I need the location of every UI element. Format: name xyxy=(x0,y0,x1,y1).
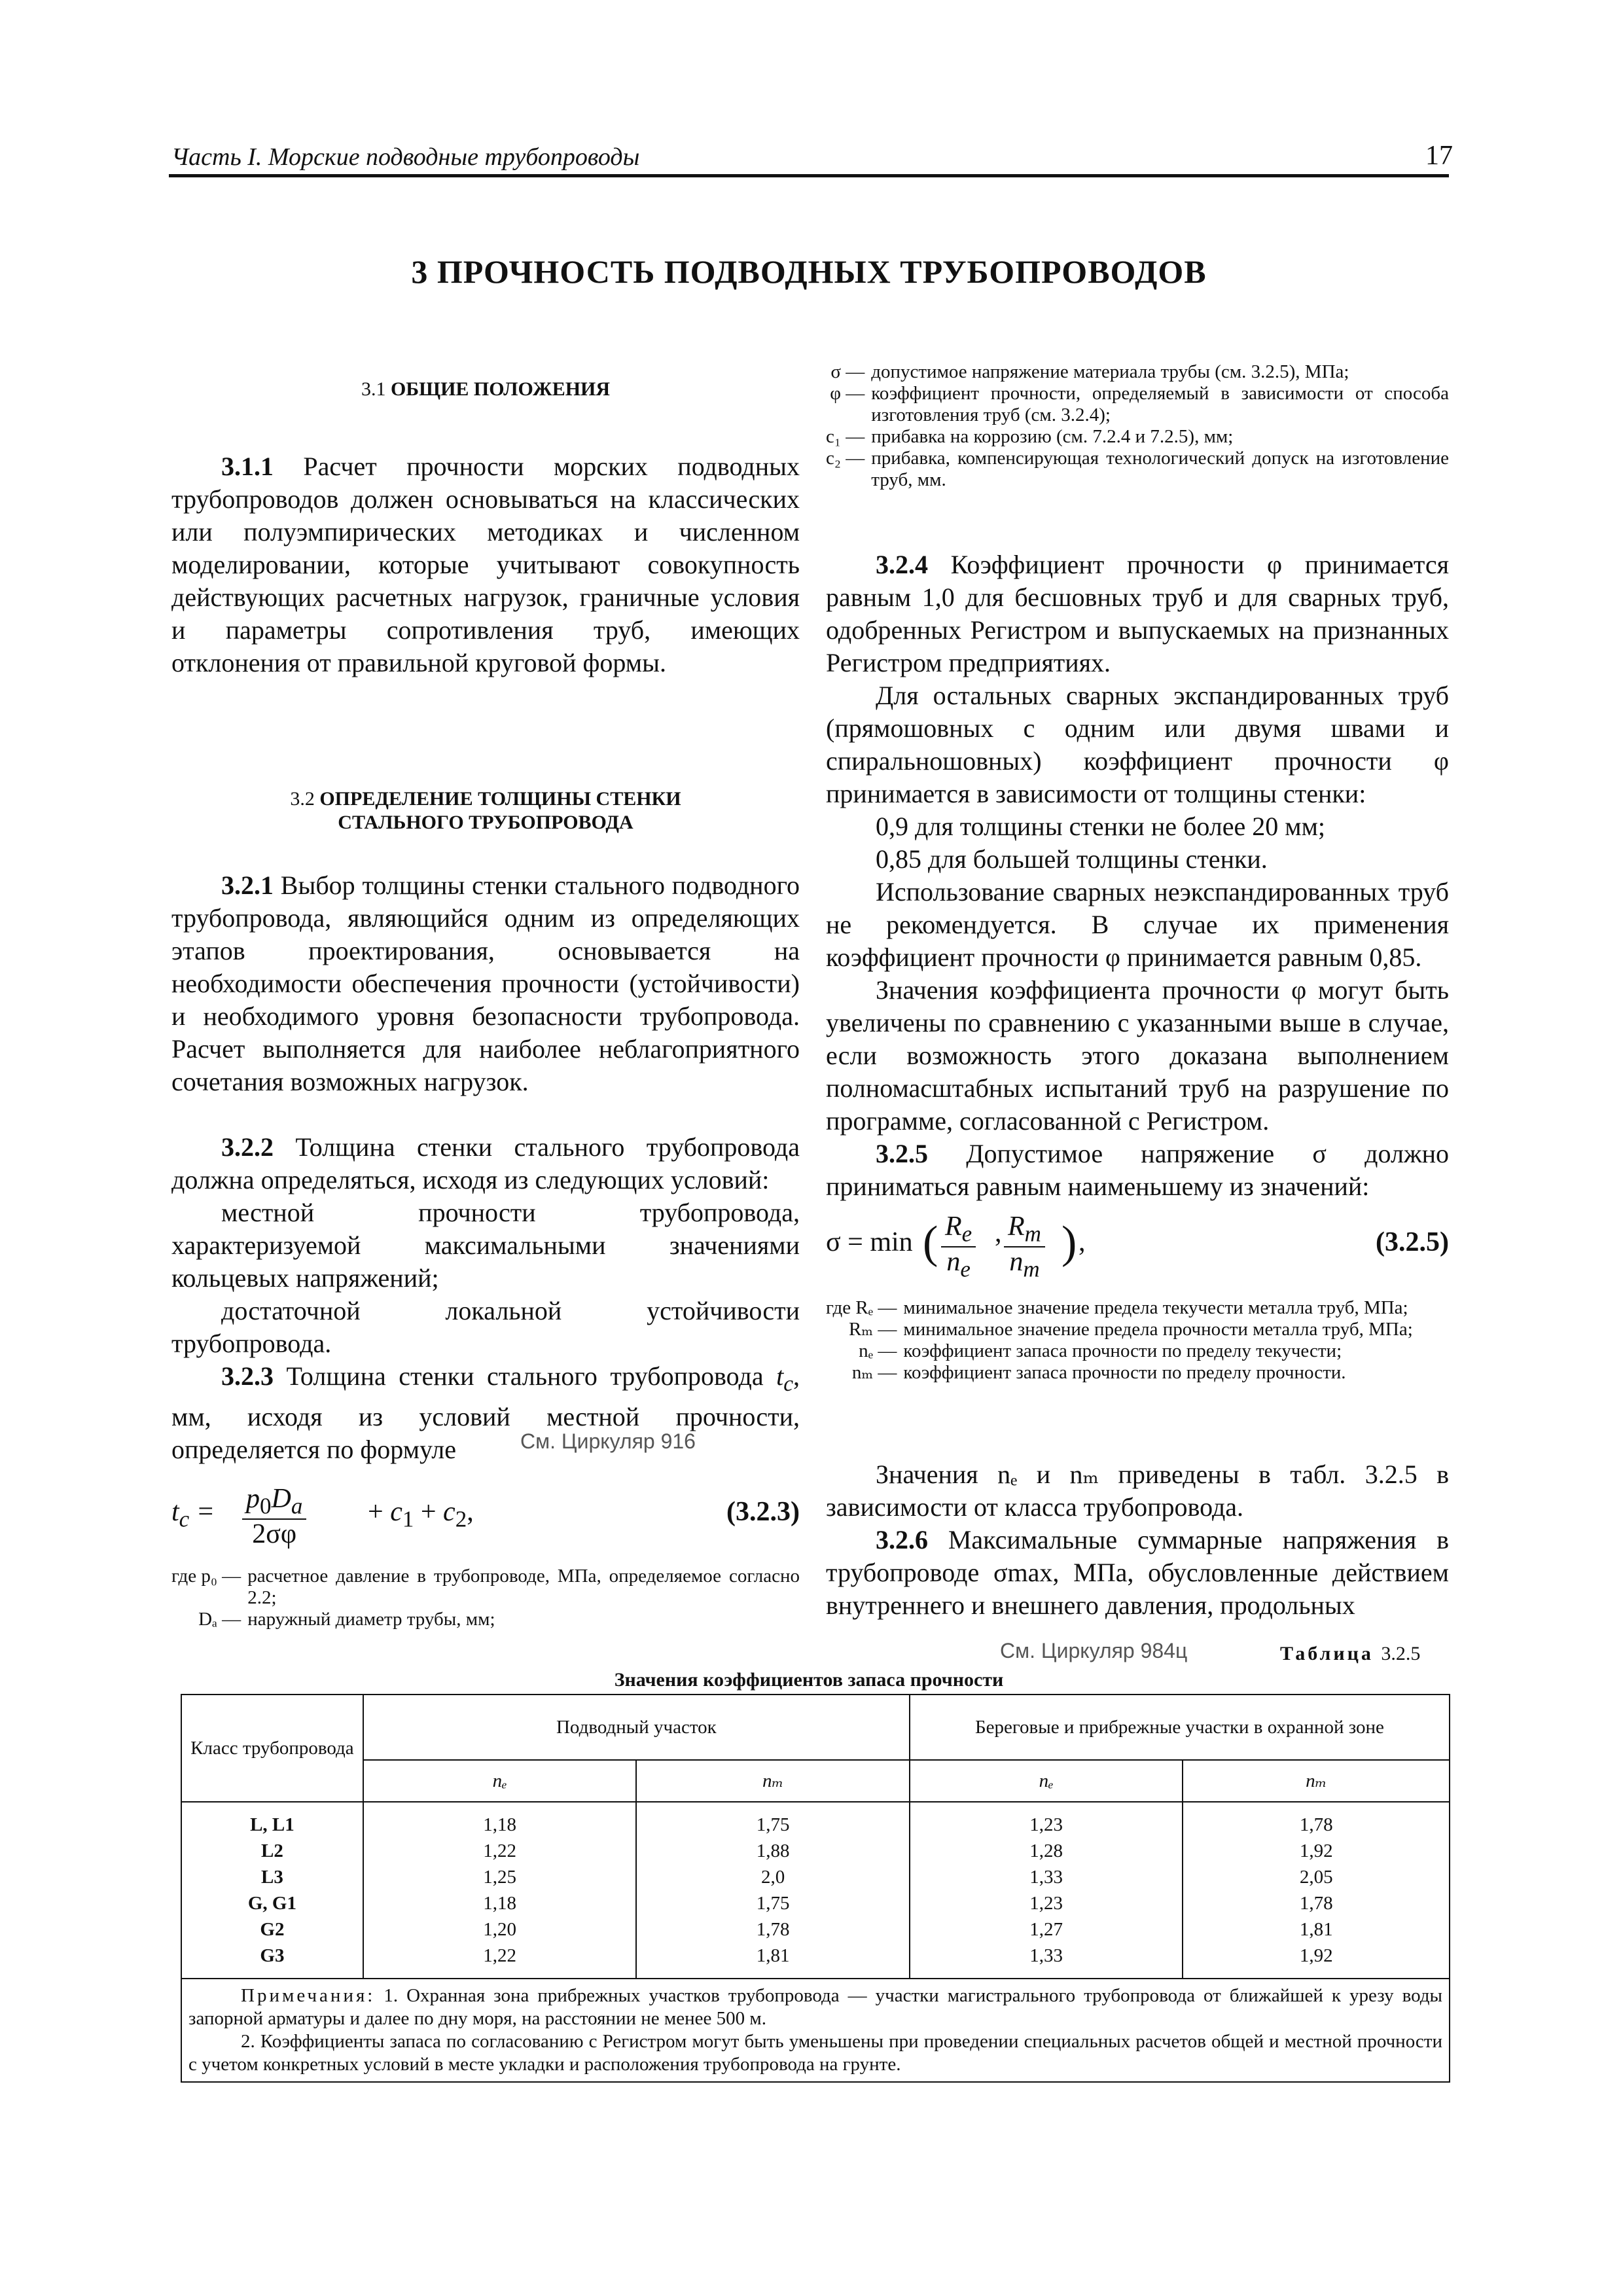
subsea-ne-column: 1,18 1,22 1,25 1,18 1,20 1,22 xyxy=(363,1802,637,1979)
chapter-title: 3 ПРОЧНОСТЬ ПОДВОДНЫХ ТРУБОПРОВОДОВ xyxy=(411,253,1207,290)
equation-number: (3.2.3) xyxy=(726,1497,800,1527)
paragraph-3-2-5: 3.2.5 Допустимое напряжение σ должно приниматься равным наименьшему из значений: xyxy=(826,1139,1449,1201)
table-label: Таблица 3.2.5 xyxy=(1280,1643,1421,1664)
note-1: 1. Охранная зона прибрежных участков трубопровода — участки магистрального трубопровода от ближайшей к урезу воды запорной арматуры и далее по дну моря, на расстоянии не менее 500 м. xyxy=(188,1985,1442,2029)
paragraph-3-2-4: 3.2.4 Коэффициент прочности φ принимается равным 1,0 для бесшовных труб и для сварных труб, одобренных Регистром и выпускаемых на признанных Регистром предприятиях. xyxy=(826,550,1449,677)
page-number: 17 xyxy=(1425,141,1453,171)
paragraph-number: 3.2.5 xyxy=(876,1139,928,1168)
header-rule xyxy=(169,174,1449,177)
paragraph-number: 3.1.1 xyxy=(221,452,274,481)
paragraph-number: 3.2.4 xyxy=(876,550,928,579)
header-nm: nₘ xyxy=(1183,1760,1450,1802)
paragraph-3-2-4-value-0-9: 0,9 для толщины стенки не более 20 мм; xyxy=(876,812,1326,841)
paragraph-number: 3.2.2 xyxy=(221,1132,274,1162)
section-3-2-heading: 3.2 ОПРЕДЕЛЕНИЕ ТОЛЩИНЫ СТЕНКИ СТАЛЬНОГО ТРУБОПРОВОДА xyxy=(290,788,681,833)
header-subsea-section: Подводный участок xyxy=(363,1695,910,1760)
shore-ne-column: 1,23 1,28 1,33 1,23 1,27 1,33 xyxy=(910,1802,1183,1979)
formula-3-2-5: σ = min ( $\frac{R_e}{n_e}$ , $\frac{R_m}{n_m}$ ) , (3.2.5) xyxy=(826,1211,1449,1282)
paragraph-3-1-1: 3.1.1 Расчет прочности морских подводных трубопроводов должен основываться на классических или полуэмпирических методиках и численном моделировании, которые учитывают совокупность действующих расчетных нагрузок, граничные условия и параметры сопротивления труб, имеющих отклонения от правильной круговой формы. xyxy=(171,452,800,677)
safety-factor-table xyxy=(181,1694,1450,2083)
subsea-nm-column: 1,75 1,88 2,0 1,75 1,78 1,81 xyxy=(636,1802,910,1979)
paragraph-3-2-1: 3.2.1 Выбор толщины стенки стального подводного трубопровода, являющийся одним из определяющих этапов проектирования, основывается на необходимости обеспечения прочности (устойчивости) и необходимого уровня безопасности трубопровода. Расчет выполняется для наиболее неблагоприятного сочетания возможных нагрузок. xyxy=(171,870,800,1096)
paragraph-number: 3.2.1 xyxy=(221,870,274,900)
paragraph-3-2-4-welded: Для остальных сварных экспандированных труб (прямошовных с одним или двумя швами и спиральношовных) коэффициент прочности φ принимается в зависимости от толщины стенки: xyxy=(826,681,1449,808)
paragraph-3-2-4-value-0-85: 0,85 для большей толщины стенки. xyxy=(876,844,1268,874)
equation-number: (3.2.5) xyxy=(1376,1227,1449,1257)
paragraph-3-2-6: 3.2.6 Максимальные суммарные напряжения в трубопроводе σmax, МПа, обусловленные действием внутреннего и внешнего давления, продольных xyxy=(826,1525,1449,1620)
condition-local-strength: местной прочности трубопровода, характеризуемой максимальными значениями кольцевых напряжений; xyxy=(171,1198,800,1293)
header-ne: nₑ xyxy=(910,1760,1183,1802)
section-number: 3.1 xyxy=(361,378,386,400)
section-title: ОБЩИЕ ПОЛОЖЕНИЯ xyxy=(390,378,611,400)
formula-3-2-3-definitions-b: σ — допустимое напряжение материала трубы (см. 3.2.5), МПа; φ — коэффициент прочности, определяемый в зависимости от способа изготовления труб (см. 3.2.4); c₁ — прибавка на коррозию (см. 7.2.4 и 7.2.5), мм; c₂ — прибавка, компенсирующая технологический допуск на изготовление труб, мм. xyxy=(826,361,1449,490)
header-shore-section: Береговые и прибрежные участки в охранной зоне xyxy=(910,1695,1450,1760)
paragraph-3-2-4-unexpanded: Использование сварных неэкспандированных труб не рекомендуется. В случае их применения коэффициент прочности φ принимается равным 0,85. xyxy=(826,877,1449,972)
table-title: Значения коэффициентов запаса прочности xyxy=(614,1669,1004,1691)
section-3-1-heading xyxy=(171,378,800,401)
header-pipeline-class: Класс трубопровода xyxy=(181,1695,363,1802)
header-ne: nₑ xyxy=(363,1760,637,1802)
paragraph-number: 3.2.6 xyxy=(876,1525,928,1554)
paragraph-3-2-2: 3.2.2 Толщина стенки стального трубопровода должна определяться, исходя из следующих условий: xyxy=(171,1132,800,1194)
paragraph-3-2-3: 3.2.3 Толщина стенки стального трубопровода $t_c$, мм, исходя из условий местной прочности, определяется по формуле xyxy=(171,1361,800,1464)
note-2: 2. Коэффициенты запаса по согласованию с Регистром могут быть уменьшены при проведении специальных расчетов общей и местной прочности с учетом конкретных условий в месте укладки и расположения трубопровода на грунте. xyxy=(188,2031,1442,2075)
running-title: Часть I. Морские подводные трубопроводы xyxy=(171,143,640,171)
formula-3-2-5-definitions: где Rₑ — минимальное значение предела текучести металла труб, МПа; Rₘ — минимальное значение предела прочности металла труб, МПа; nₑ — коэффициент запаса прочности по пределу текучести; nₘ — коэффициент запаса прочности по пределу прочности. xyxy=(826,1297,1413,1383)
table-notes xyxy=(181,1979,1450,2082)
section-number: 3.2 xyxy=(290,788,315,810)
circular-916-note: См. Циркуляр 916 xyxy=(520,1429,696,1453)
formula-3-2-3: $t_c$ = $\frac{p_0D_a}{2\sigma\varphi}$ + $c_1 + c_2$, (3.2.3) xyxy=(171,1484,800,1550)
paragraph-number: 3.2.3 xyxy=(221,1361,274,1391)
condition-local-stability: достаточной локальной устойчивости трубопровода. xyxy=(171,1296,800,1358)
paragraph-3-2-5-table-ref: Значения nₑ и nₘ приведены в табл. 3.2.5 в зависимости от класса трубопровода. xyxy=(826,1460,1449,1522)
class-column: L, L1 L2 L3 G, G1 G2 G3 xyxy=(181,1802,363,1979)
header-nm: nₘ xyxy=(636,1760,910,1802)
shore-nm-column: 1,78 1,92 2,05 1,78 1,81 1,92 xyxy=(1183,1802,1450,1979)
paragraph-3-2-4-increase: Значения коэффициента прочности φ могут быть увеличены по сравнению с указанными выше в случае, если возможность этого доказана выполнением полномасштабных испытаний труб на разрушение по программе, согласованной с Регистром. xyxy=(826,975,1449,1136)
formula-3-2-3-definitions-a: где p₀ — расчетное давление в трубопроводе, МПа, определяемое согласно 2.2; Dₐ — наружный диаметр трубы, мм; xyxy=(171,1566,800,1630)
notes-label: Примечания: xyxy=(241,1985,376,2006)
circular-984-note: См. Циркуляр 984ц xyxy=(1000,1639,1188,1662)
